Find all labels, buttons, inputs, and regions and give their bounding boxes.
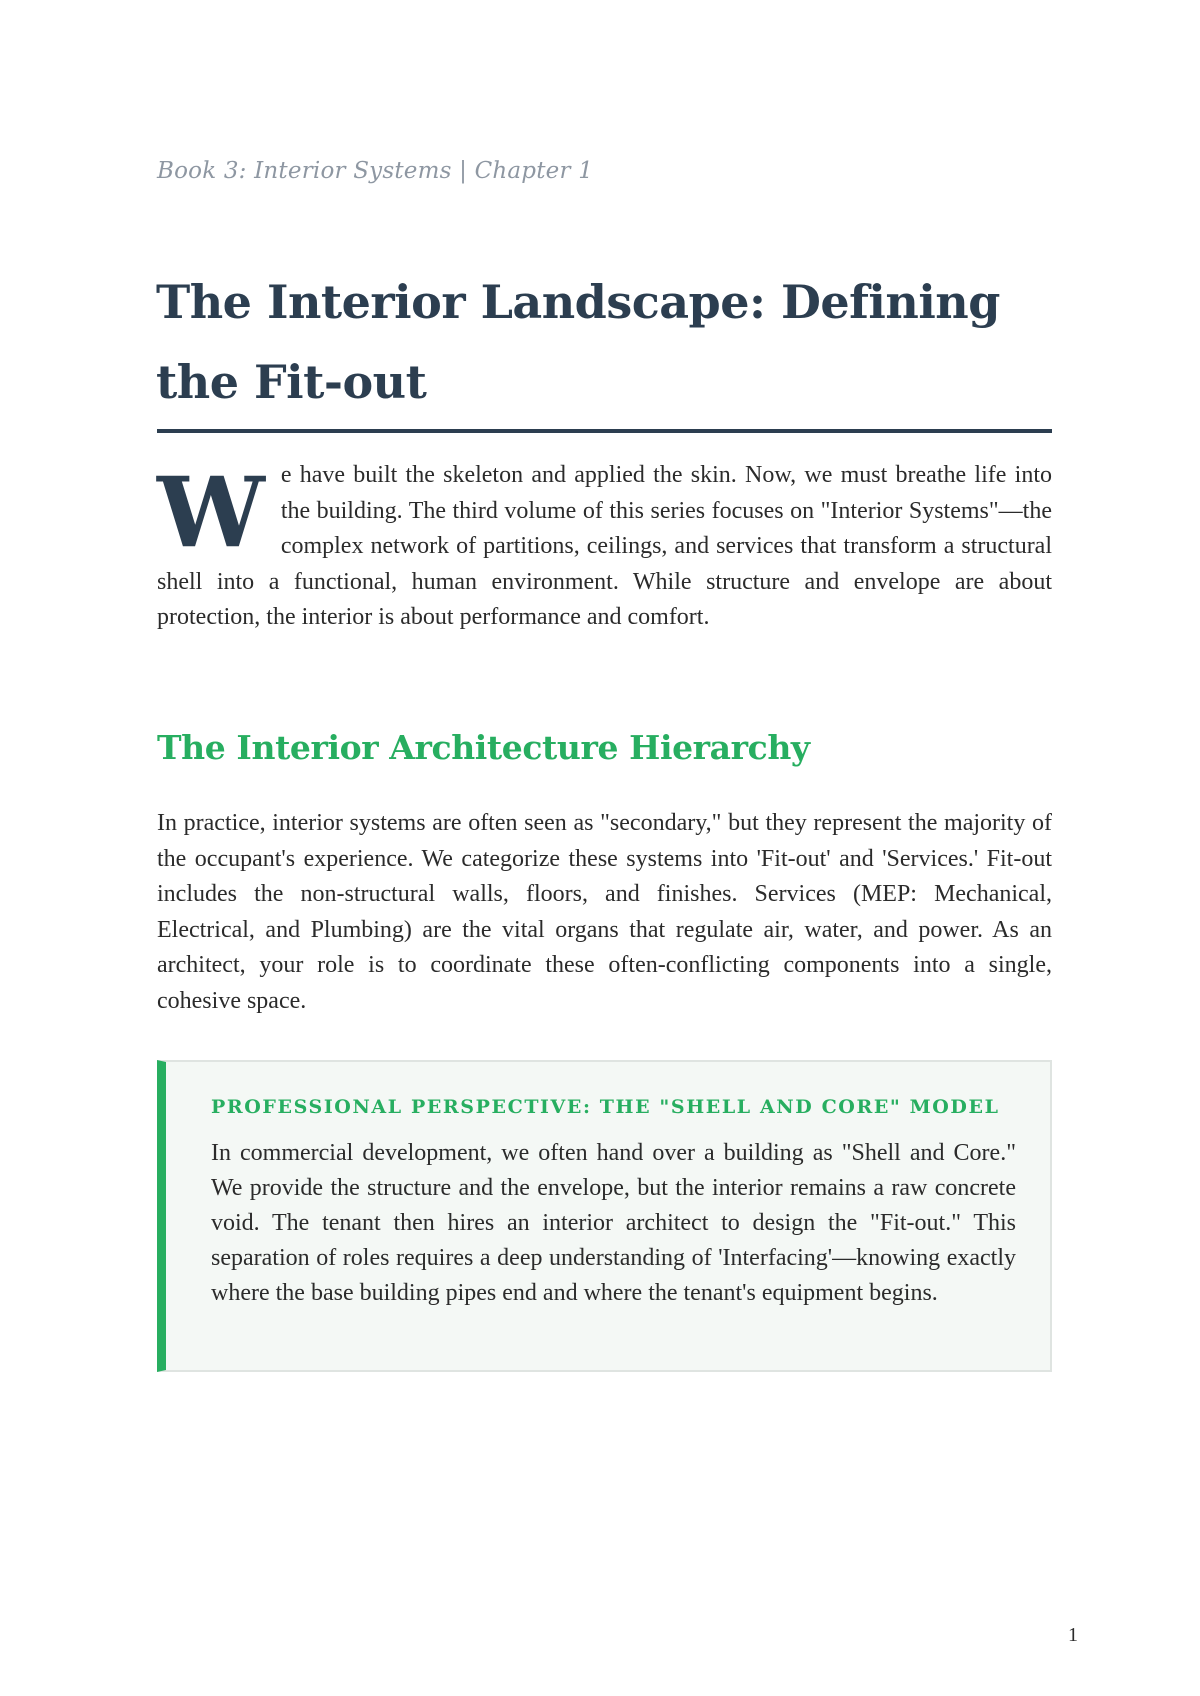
intro-text: e have built the skeleton and applied the skin. Now, we must breathe life into the building. The third volume of this series focuses on "Interior Systems"—the complex network of partitions, ceilings, and services that transform a structural shell into a functional, human environment. While structure and envelope are about protection, the interior is about performance and comfort. — [157, 462, 1052, 630]
drop-cap: W — [157, 456, 265, 569]
running-header: Book 3: Interior Systems | Chapter 1 — [157, 158, 594, 184]
intro-paragraph — [157, 458, 1052, 636]
callout-box — [157, 1060, 1052, 1372]
section-paragraph: In practice, interior systems are often seen as "secondary," but they represent the majority of the occupant's experience. We categorize these systems into 'Fit-out' and 'Services.' Fit-out includes the non-structural walls, floors, and finishes. Services (MEP: Mechanical, Electrical, and Plumbing) are the vital organs that regulate air, water, and power. As an architect, your role is to coordinate these often-conflicting components into a single, cohesive space. — [157, 810, 1052, 1014]
callout-title: PROFESSIONAL PERSPECTIVE: THE "SHELL AND CORE" MODEL — [211, 1096, 1000, 1118]
title-divider — [157, 429, 1052, 433]
callout-text: In commercial development, we often hand over a building as "Shell and Core." We provide the structure and the envelope, but the interior remains a raw concrete void. The tenant then hires an interior architect to design the "Fit-out." This separation of roles requires a deep understanding of 'Interfacing'—knowing exactly where the base building pipes end and where the tenant's equipment begins. — [211, 1140, 1016, 1306]
page-number: 1 — [1068, 1624, 1078, 1646]
section-heading: The Interior Architecture Hierarchy — [157, 728, 810, 767]
chapter-title: The Interior Landscape: Defining the Fit-out — [156, 275, 1000, 409]
